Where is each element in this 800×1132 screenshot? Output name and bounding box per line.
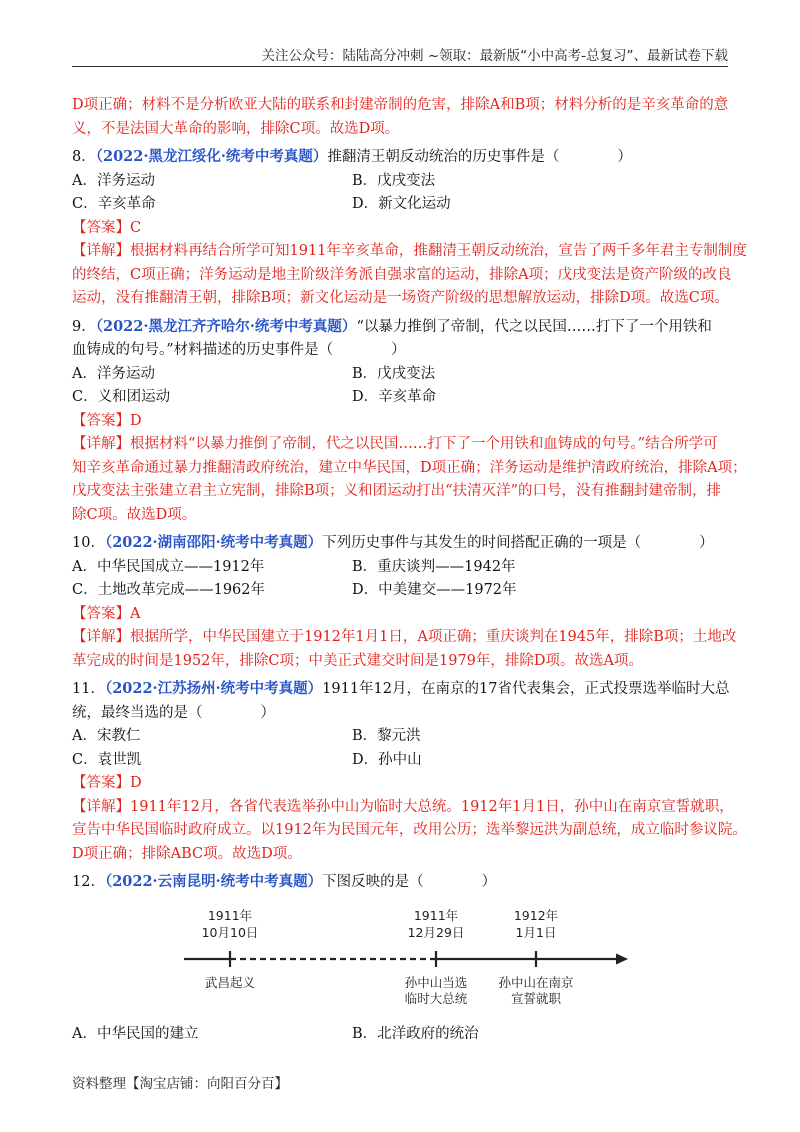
page-header: 关注公众号：陆陆高分冲刺 ~领取：最新版“小中高考-总复习”、最新试卷下载 [261,48,728,64]
option-c: C．袁世凯 [72,751,142,768]
detail-line: 知辛亥革命通过暴力推翻清政府统治，建立中华民国，D项正确；洋务运动是维护清政府统治，排除A项； [72,459,747,476]
question-stem [72,870,728,895]
question-source: （2022·黑龙江绥化·统考中考真题） [95,148,328,165]
question-10 [72,531,737,673]
detail-line: 除C项。故选D项。 [72,506,197,523]
detail-line: 【详解】根据所学，中华民国建立于1912年1月1日，A项正确；重庆谈判在1945年，排除B项；土地改 [72,629,737,645]
question-text-cont: 血铸成的句号。”材料描述的历史事件是（ ） [72,342,406,358]
option-a: A．洋务运动 [72,365,155,382]
option-b: B．重庆谈判——1942年 [352,558,516,575]
question-text: 下列历史事件与其发生的时间搭配正确的一项是（ ） [322,535,714,551]
options-row [72,725,728,749]
event-label-2: 临时大总统 [404,990,468,1006]
page-footer: 资料整理【淘宝店铺：向阳百分百】 [72,1076,288,1092]
detail-line: 戊戌变法主张建立君主立宪制，排除B项；义和团运动打出“扶清灭洋”的口号，没有推翻封建帝制，排 [72,483,721,499]
options-row [72,193,728,217]
detail-line: 运动，没有推翻清王朝，排除B项；新文化运动是一场资产阶级的思想解放运动，排除D项。故选C项。 [72,290,729,306]
options-row [72,363,728,387]
question-stem [72,531,728,556]
event-label: 孙中山在南京 [498,974,574,990]
question-text: “以暴力推倒了帝制，代之以民国……打下了一个用铁和 [356,318,712,335]
question-text: 推翻清王朝反动统治的历史事件是（ ） [327,149,632,165]
detail-line: 宣告中华民国临时政府成立。以1912年为民国元年，改用公历；选举黎远洪为副总统，成立临时参议院。 [72,822,747,838]
timeline-figure [72,905,728,1023]
question-number: 11． [72,681,105,697]
timeline-svg [72,905,728,1023]
detail-line: D项正确；材料不是分析欧亚大陆的联系和封建帝制的危害，排除A和B项；材料分析的是辛亥革命的意 [72,97,729,113]
question-11 [72,677,747,866]
question-8 [72,145,747,311]
event-date: 12月29日 [407,924,465,940]
answer: 【答案】A [72,605,141,622]
answer: 【答案】C [72,219,142,236]
answer: 【答案】D [72,412,142,429]
question-12 [72,870,728,1046]
options-row [72,749,728,773]
option-d: D．新文化运动 [352,196,451,212]
event-year: 1911年 [413,907,459,923]
option-b: B．北洋政府的统治 [352,1025,479,1042]
document-body [72,94,747,1046]
prev-question-detail [72,94,728,141]
option-d: D．辛亥革命 [352,389,437,405]
event-label-2: 宣誓就职 [510,990,562,1006]
option-b: B．戊戌变法 [352,172,436,189]
detail-line: 【详解】1911年12月，各省代表选举孙中山为临时大总统。1912年1月1日，孙中山在南京宣誓就职， [72,798,734,815]
option-c: C．辛亥革命 [72,196,156,212]
option-a: A．洋务运动 [72,172,155,189]
event-label: 武昌起义 [204,974,256,990]
event-date: 1月1日 [515,924,557,940]
options-row [72,579,728,603]
question-number: 8． [72,149,96,165]
option-a: A．中华民国成立——1912年 [72,558,265,575]
question-9 [72,315,747,528]
options-row [72,170,728,194]
option-c: C．土地改革完成——1962年 [72,582,265,598]
question-number: 12． [72,874,105,890]
question-stem [72,677,728,702]
question-source: （2022·云南昆明·统考中考真题） [104,873,323,890]
header-divider [72,66,728,67]
question-stem [72,315,728,340]
question-number: 9． [72,318,96,335]
option-d: D．孙中山 [352,751,422,768]
options-row [72,556,728,580]
question-text-cont: 统，最终当选的是（ ） [72,704,275,721]
question-source: （2022·湖南邵阳·统考中考真题） [104,534,323,551]
question-source: （2022·江苏扬州·统考中考真题） [104,680,323,697]
option-c: C．义和团运动 [72,389,171,405]
detail-line: D项正确；排除ABC项。故选D项。 [72,845,302,862]
options-row [72,1023,728,1047]
question-number: 10． [72,535,105,551]
event-year: 1911年 [207,907,253,923]
event-label: 孙中山当选 [404,974,468,990]
detail-line: 的终结，C项正确；洋务运动是地主阶级洋务派自强求富的运动，排除A项；戊戌变法是资产阶级的改良 [72,266,732,283]
answer: 【答案】D [72,775,142,791]
event-year: 1912年 [513,907,559,923]
detail-line: 义，不是法国大革命的影响，排除C项。故选D项。 [72,120,400,137]
question-stem [72,145,728,170]
option-b: B．戊戌变法 [352,365,436,382]
option-a: A．宋教仁 [72,728,141,744]
event-date: 10月10日 [201,924,259,940]
options-row [72,386,728,410]
question-text: 1911年12月，在南京的17省代表集会，正式投票选举临时大总 [322,681,730,697]
option-a: A．中华民国的建立 [72,1025,199,1042]
detail-line: 【详解】根据材料再结合所学可知1911年辛亥革命，推翻清王朝反动统治，宣告了两千多年君主专制制度 [72,243,747,259]
question-source: （2022·黑龙江齐齐哈尔·统考中考真题） [95,317,357,335]
detail-line: 革完成的时间是1952年，排除C项；中美正式建交时间是1979年，排除D项。故选A项。 [72,652,643,669]
detail-line: 【详解】根据材料“以暴力推倒了帝制，代之以民国……打下了一个用铁和血铸成的句号。”结合所学可 [72,436,718,452]
option-b: B．黎元洪 [352,728,421,744]
timeline-arrow-icon [616,953,628,964]
option-d: D．中美建交——1972年 [352,582,517,598]
question-text: 下图反映的是（ ） [322,874,497,890]
